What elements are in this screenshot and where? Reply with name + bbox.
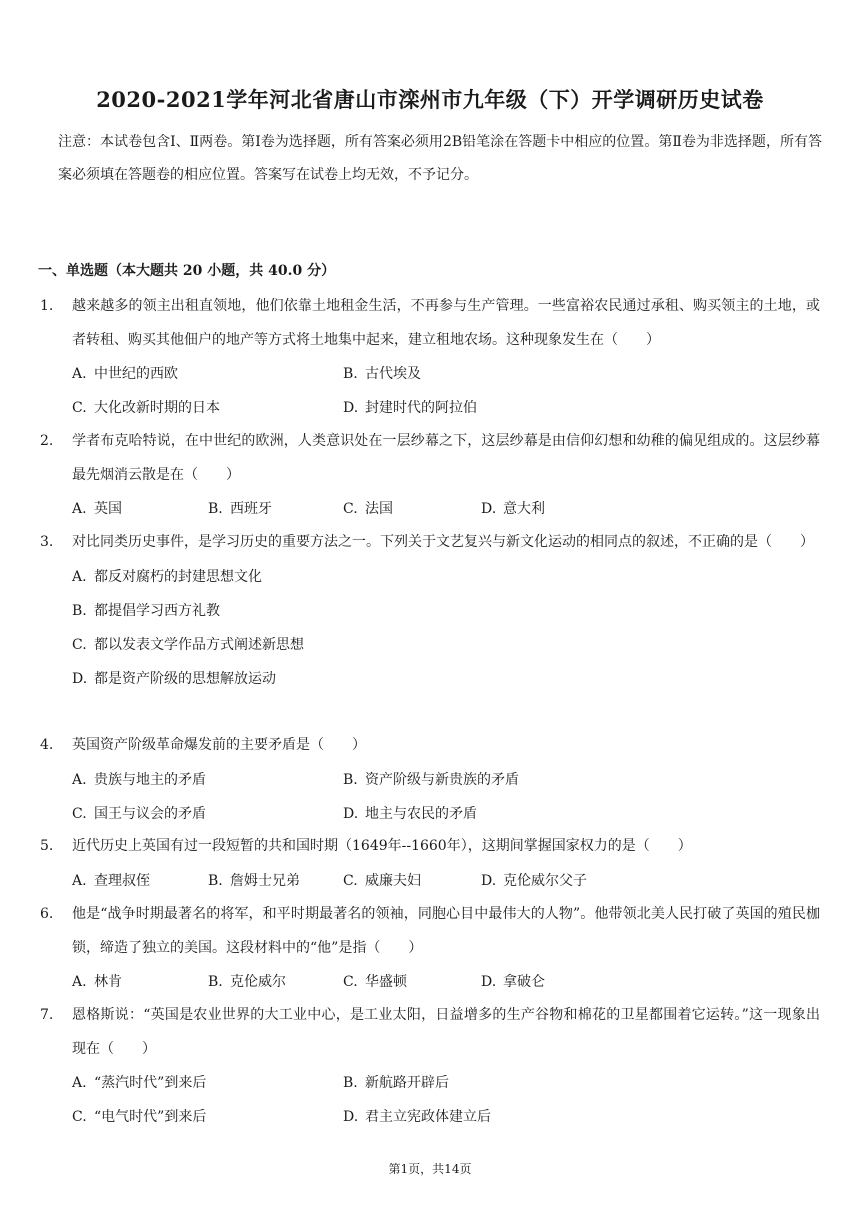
option-c[interactable]: C. 都以发表文学作品方式阐述新思想	[72, 636, 304, 653]
option-b[interactable]: B. 西班牙	[208, 501, 272, 517]
section-header: 一、单选题（本大题共 20 小题，共 40.0 分）	[38, 263, 336, 279]
option-a[interactable]: A. 中世纪的西欧	[72, 366, 178, 382]
question-number: 1.	[40, 298, 54, 314]
option-b[interactable]: B. 克伦威尔	[208, 974, 286, 990]
question-6	[40, 898, 820, 999]
question-number: 5.	[40, 838, 54, 854]
option-c[interactable]: C. 国王与议会的矛盾	[72, 805, 206, 822]
option-b[interactable]: B. 古代埃及	[343, 366, 421, 382]
option-a[interactable]: A. 都反对腐朽的封建思想文化	[72, 568, 262, 585]
option-c[interactable]: C. 威廉夫妇	[343, 872, 421, 889]
question-number: 3.	[40, 534, 54, 550]
question-stem: 越来越多的领主出租直领地，他们依靠土地租金生活，不再参与生产管理。一些富裕农民通过承租、购买领主的土地，或者转租、购买其他佃户的地产等方式将土地集中起来，建立租地农场。这种现象发生在（ ）	[72, 298, 820, 348]
option-d[interactable]: D. 都是资产阶级的思想解放运动	[72, 670, 276, 687]
option-d[interactable]: D. 意大利	[481, 501, 545, 517]
option-c[interactable]: C. 法国	[343, 501, 393, 517]
exam-notice: 注意：本试卷包含Ⅰ、Ⅱ两卷。第Ⅰ卷为选择题，所有答案必须用2B铅笔涂在答题卡中相应的位置。第Ⅱ卷为非选择题，所有答案必须填在答题卷的相应位置。答案写在试卷上均无效，不予记分。	[58, 134, 822, 183]
option-a[interactable]: A. “蒸汽时代”到来后	[72, 1075, 207, 1091]
option-b[interactable]: B. 新航路开辟后	[343, 1075, 449, 1091]
question-number: 4.	[40, 737, 54, 753]
option-b[interactable]: B. 詹姆士兄弟	[208, 872, 300, 889]
option-a[interactable]: A. 英国	[72, 501, 122, 517]
question-number: 6.	[40, 906, 54, 922]
question-5	[40, 830, 820, 898]
question-1	[40, 290, 820, 425]
question-2	[40, 425, 820, 526]
option-d[interactable]: D. 拿破仑	[481, 974, 545, 990]
option-b[interactable]: B. 资产阶级与新贵族的矛盾	[343, 771, 519, 788]
option-d[interactable]: D. 封建时代的阿拉伯	[343, 400, 477, 416]
question-number: 2.	[40, 433, 54, 449]
option-c[interactable]: C. “电气时代”到来后	[72, 1109, 207, 1125]
question-3	[40, 526, 820, 696]
option-d[interactable]: D. 地主与农民的矛盾	[343, 805, 477, 822]
question-number: 7.	[40, 1007, 54, 1023]
option-a[interactable]: A. 贵族与地主的矛盾	[72, 771, 206, 788]
question-stem: 近代历史上英国有过一段短暂的共和国时期（1649年--1660年），这期间掌握国家权力的是（ ）	[72, 838, 692, 854]
question-stem: 学者布克哈特说，在中世纪的欧洲，人类意识处在一层纱幕之下，这层纱幕是由信仰幻想和幼稚的偏见组成的。这层纱幕最先烟消云散是在（ ）	[72, 433, 820, 483]
page-title: 2020-2021学年河北省唐山市滦州市九年级（下）开学调研历史试卷	[96, 87, 764, 112]
question-stem: 恩格斯说：“英国是农业世界的大工业中心，是工业太阳，日益增多的生产谷物和棉花的卫星都围着它运转。”这一现象出现在（ ）	[72, 1007, 820, 1057]
option-a[interactable]: A. 查理叔侄	[72, 872, 150, 889]
question-stem: 英国资产阶级革命爆发前的主要矛盾是（ ）	[72, 737, 366, 753]
page-footer: 第1页，共14页	[388, 1162, 472, 1176]
option-c[interactable]: C. 大化改新时期的日本	[72, 400, 220, 416]
question-4	[40, 729, 820, 831]
option-c[interactable]: C. 华盛顿	[343, 974, 407, 990]
option-d[interactable]: D. 克伦威尔父子	[481, 872, 587, 889]
option-b[interactable]: B. 都提倡学习西方礼教	[72, 602, 220, 619]
option-a[interactable]: A. 林肯	[72, 974, 122, 990]
question-stem: 他是“战争时期最著名的将军，和平时期最著名的领袖，同胞心目中最伟大的人物”。他带领北美人民打破了英国的殖民枷锁，缔造了独立的美国。这段材料中的“他”是指（ ）	[72, 906, 820, 956]
option-d[interactable]: D. 君主立宪政体建立后	[343, 1109, 491, 1125]
question-stem: 对比同类历史事件，是学习历史的重要方法之一。下列关于文艺复兴与新文化运动的相同点的叙述，不正确的是（ ）	[72, 534, 814, 550]
question-7	[40, 999, 820, 1134]
